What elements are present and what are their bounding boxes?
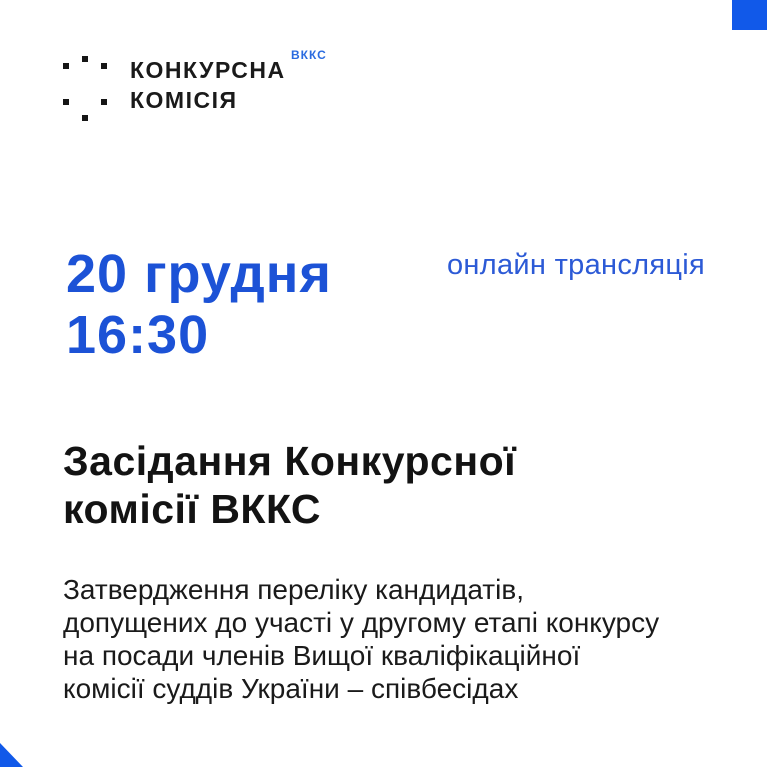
logo-dot <box>63 99 69 105</box>
event-datetime <box>66 244 332 366</box>
event-description <box>63 573 733 705</box>
page-title <box>63 437 516 533</box>
event-date: 20 грудня <box>66 244 332 304</box>
logo-title-line1: КОНКУРСНА <box>130 57 286 83</box>
logo-dot <box>101 99 107 105</box>
corner-accent-square <box>732 0 767 30</box>
logo-dot <box>82 56 88 62</box>
logo-dot <box>82 115 88 121</box>
description-line: на посади членів Вищої кваліфікаційної <box>63 640 581 671</box>
description-line: Затвердження переліку кандидатів, <box>63 574 524 605</box>
logo-dots-icon <box>63 56 111 121</box>
description-line: комісії суддів України – співбесідах <box>63 673 519 704</box>
stream-label: онлайн трансляція <box>447 249 706 281</box>
logo-dot <box>101 63 107 69</box>
event-time: 16:30 <box>66 305 210 365</box>
corner-accent-triangle <box>0 743 23 767</box>
logo-wordmark <box>130 55 286 115</box>
description-line: допущених до участі у другому етапі конкурсу <box>63 607 660 638</box>
page-title-line2: комісії ВККС <box>63 486 322 532</box>
logo-dot <box>63 63 69 69</box>
logo-title-line2: КОМІСІЯ <box>130 87 238 113</box>
logo-superscript: ВККС <box>291 48 327 62</box>
page-title-line1: Засідання Конкурсної <box>63 438 517 484</box>
